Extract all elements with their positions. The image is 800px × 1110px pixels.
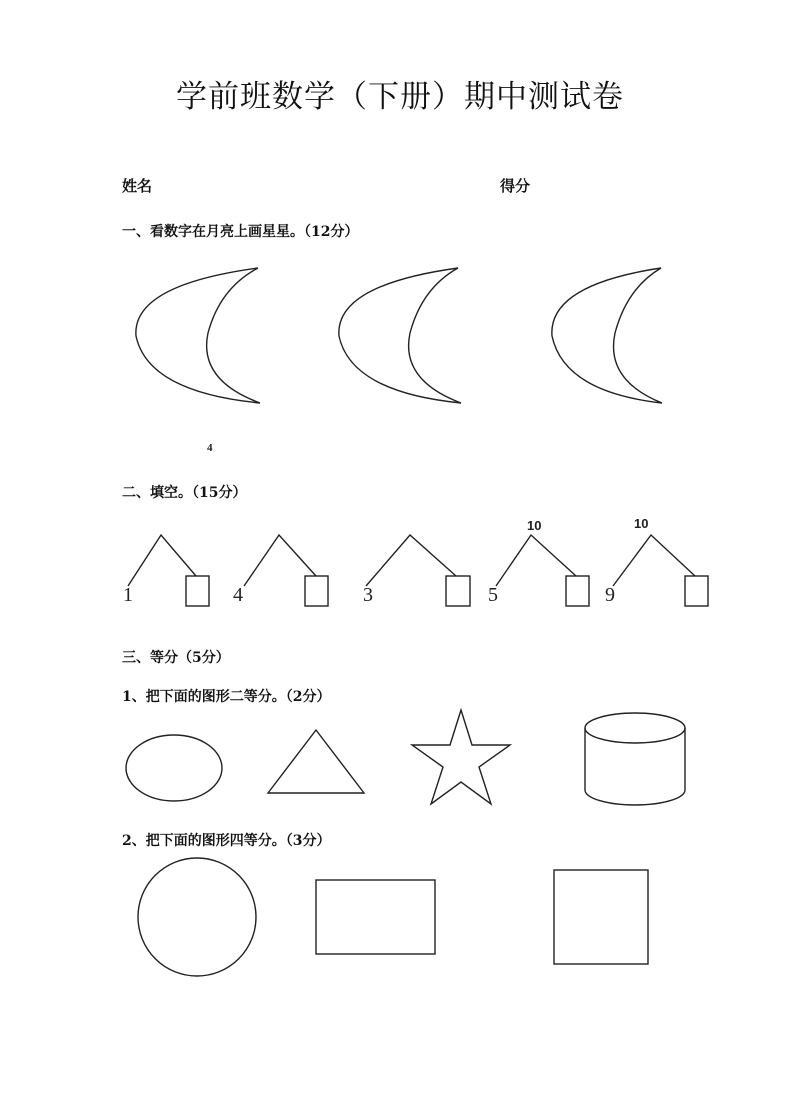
section2-heading: 二、填空。（15分） [122,485,247,501]
section3-part1-heading: 1、把下面的图形二等分。（2分） [122,689,331,705]
ellipse-shape[interactable] [126,735,222,801]
tree-top-number-4: 10 [527,518,542,533]
circle-shape[interactable] [138,858,256,976]
number-tree-1 [128,535,209,606]
moon-number-1: 4 [207,442,213,454]
number-tree-2 [244,535,328,606]
section1-heading: 一、看数字在月亮上画星星。（12分） [122,224,359,240]
star-shape[interactable] [412,710,510,804]
score-label: 得分 [500,177,531,195]
answer-box-4[interactable] [566,576,589,606]
answer-box-2[interactable] [305,576,328,606]
crescent-moon-2 [339,268,461,403]
tree-top-number-5: 10 [634,516,649,531]
rectangle-shape[interactable] [316,880,435,954]
triangle-shape[interactable] [268,730,364,793]
number-tree-3 [366,535,470,606]
tree-left-number-3: 3 [363,584,373,606]
answer-box-1[interactable] [186,576,209,606]
name-label: 姓名 [122,177,153,195]
answer-box-3[interactable] [446,576,470,606]
tree-left-number-1: 1 [123,584,133,606]
section3-part2-heading: 2、把下面的图形四等分。（3分） [122,833,331,849]
cylinder-shape[interactable] [585,713,685,805]
tree-left-number-2: 4 [233,584,243,606]
square-shape[interactable] [554,870,648,964]
answer-box-5[interactable] [685,576,708,606]
tree-left-number-4: 5 [488,584,498,606]
page-title: 学前班数学（下册）期中测试卷 [176,79,624,115]
crescent-moon-3 [552,268,662,403]
number-tree-5 [613,535,708,606]
section3-heading: 三、等分（5分） [122,650,230,666]
number-tree-4 [496,535,589,606]
crescent-moon-1 [136,268,260,403]
tree-left-number-5: 9 [605,584,615,606]
